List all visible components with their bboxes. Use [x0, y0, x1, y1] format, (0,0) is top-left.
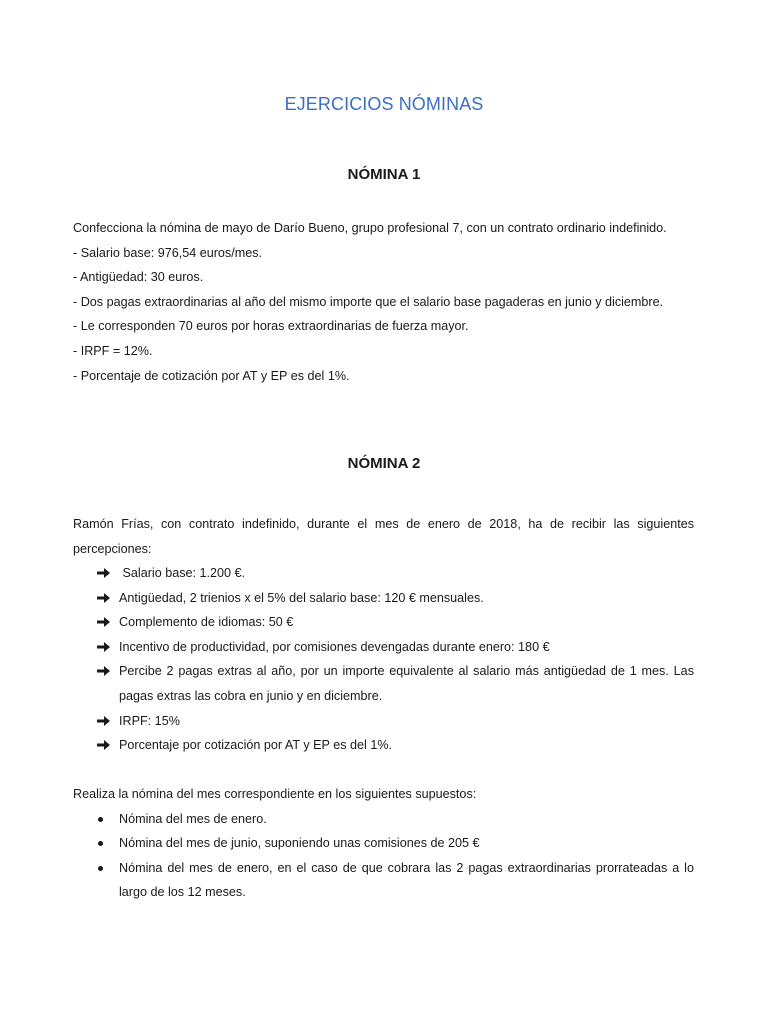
document-title: EJERCICIOS NÓMINAS	[284, 94, 484, 114]
nomina1-item-pagas: - Dos pagas extraordinarias al año del mismo importe que el salario base pagaderas en junio y diciembre.	[73, 294, 664, 309]
arrow-right-icon	[97, 567, 111, 579]
nomina1-heading: NÓMINA 1	[347, 166, 421, 183]
nomina1-item-antiguedad: - Antigüedad: 30 euros.	[73, 270, 204, 285]
nomina1-item-salario: - Salario base: 976,54 euros/mes.	[73, 245, 263, 260]
percepcion-antiguedad: Antigüedad, 2 trienios x el 5% del salario base: 120 € mensuales.	[119, 590, 484, 605]
list-item	[0, 709, 694, 734]
arrow-right-icon	[97, 616, 111, 628]
arrow-right-icon	[97, 739, 111, 751]
list-item	[0, 807, 694, 832]
supuesto-enero: Nómina del mes de enero.	[119, 811, 267, 826]
nomina1-item-horas: - Le corresponden 70 euros por horas extraordinarias de fuerza mayor.	[73, 319, 469, 334]
percepcion-pagas-extras: Percibe 2 pagas extras al año, por un importe equivalente al salario más antigüedad de 1 mes. Las pagas extras las cobra en junio y en diciembre.	[119, 664, 694, 703]
list-item	[0, 586, 694, 611]
percepcion-idiomas: Complemento de idiomas: 50 €	[119, 615, 294, 630]
bullet-icon	[98, 841, 103, 846]
list-item	[0, 659, 694, 708]
percepcion-productividad: Incentivo de productividad, por comisiones devengadas durante enero: 180 €	[119, 639, 550, 654]
nomina1-item-cotizacion: - Porcentaje de cotización por AT y EP es del 1%.	[73, 368, 350, 383]
percepcion-salario-base: Salario base: 1.200 €.	[119, 566, 246, 580]
arrow-right-icon	[97, 665, 111, 677]
list-item	[0, 856, 694, 905]
nomina2-percepciones-list	[0, 561, 768, 758]
list-item	[0, 561, 694, 586]
bullet-icon	[98, 817, 103, 822]
arrow-right-icon	[97, 592, 111, 604]
nomina2-task: Realiza la nómina del mes correspondiente en los siguientes supuestos:	[73, 787, 477, 801]
arrow-right-icon	[97, 641, 111, 653]
percepcion-irpf: IRPF: 15%	[119, 713, 180, 728]
arrow-right-icon	[97, 715, 111, 727]
list-item	[0, 610, 694, 635]
supuesto-junio: Nómina del mes de junio, suponiendo unas comisiones de 205 €	[119, 836, 480, 851]
nomina2-supuestos-list	[0, 807, 768, 905]
nomina1-intro: Confecciona la nómina de mayo de Darío Bueno, grupo profesional 7, con un contrato ordinario indefinido.	[73, 221, 667, 235]
percepcion-cotizacion: Porcentaje por cotización por AT y EP es del 1%.	[119, 738, 393, 753]
list-item	[0, 635, 694, 660]
nomina1-item-irpf: - IRPF = 12%.	[73, 344, 153, 358]
nomina2-intro: Ramón Frías, con contrato indefinido, durante el mes de enero de 2018, ha de recibir las siguientes percepciones:	[73, 517, 694, 556]
list-item	[0, 831, 694, 856]
bullet-icon	[98, 866, 103, 871]
nomina2-heading: NÓMINA 2	[347, 455, 421, 472]
supuesto-prorrateo: Nómina del mes de enero, en el caso de que cobrara las 2 pagas extraordinarias prorrateadas a lo largo de los 12 meses.	[119, 860, 694, 900]
list-item	[0, 733, 694, 758]
